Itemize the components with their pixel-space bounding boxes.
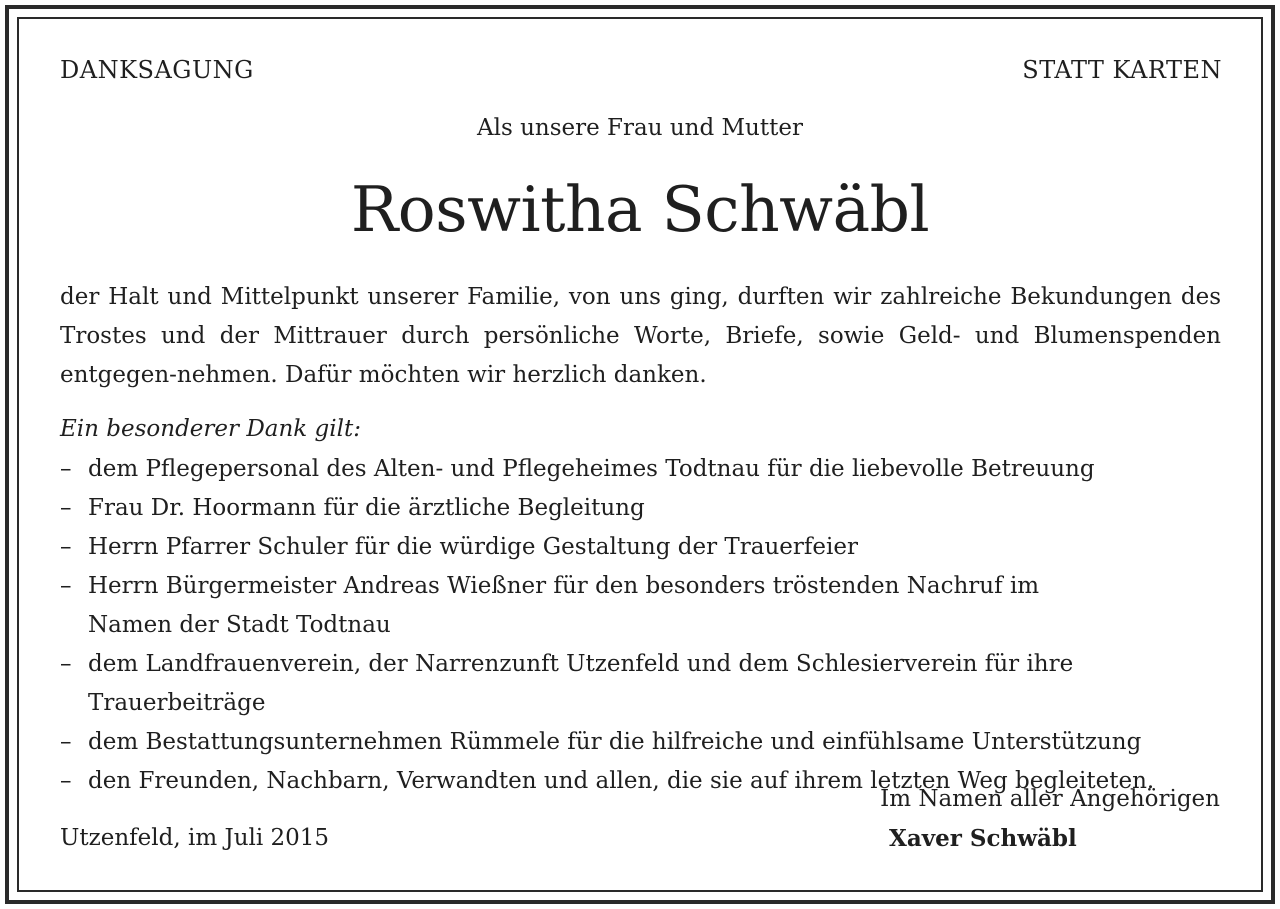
deceased-name: Roswitha Schwäbl bbox=[350, 173, 930, 246]
header-title-left: DANKSAGUNG bbox=[60, 56, 254, 84]
list-item bbox=[60, 567, 1240, 645]
dash-bullet: – bbox=[60, 456, 72, 482]
dash-bullet: – bbox=[60, 729, 72, 755]
intro-line: Als unsere Frau und Mutter bbox=[477, 115, 803, 141]
list-item bbox=[60, 645, 1240, 723]
dash-bullet: – bbox=[60, 495, 72, 521]
thanks-list bbox=[60, 450, 1240, 801]
dash-bullet: – bbox=[60, 651, 72, 677]
dash-bullet: – bbox=[60, 573, 72, 599]
thanks-heading: Ein besonderer Dank gilt: bbox=[60, 416, 361, 442]
list-item-text: Frau Dr. Hoormann für die ärztliche Begleitung bbox=[88, 495, 645, 521]
list-item bbox=[60, 489, 1240, 528]
list-item-text: dem Bestattungsunternehmen Rümmele für die hilfreiche und einfühlsame Unterstützung bbox=[88, 729, 1142, 755]
dash-bullet: – bbox=[60, 768, 72, 794]
signature-line: Im Namen aller Angehörigen bbox=[880, 786, 1220, 812]
list-item-text: Herrn Pfarrer Schuler für die würdige Gestaltung der Trauerfeier bbox=[88, 534, 858, 560]
list-item-text: dem Landfrauenverein, der Narrenzunft Utzenfeld und dem Schlesierverein für ihre Trauerbeiträge bbox=[88, 651, 1074, 716]
list-item-text: dem Pflegepersonal des Alten- und Pflegeheimes Todtnau für die liebevolle Betreuung bbox=[88, 456, 1095, 482]
list-item bbox=[60, 450, 1240, 489]
dash-bullet: – bbox=[60, 534, 72, 560]
signature-name: Xaver Schwäbl bbox=[889, 825, 1077, 852]
list-item-text: den Freunden, Nachbarn, Verwandten und allen, die sie auf ihrem letzten Weg begleiteten. bbox=[88, 768, 1155, 794]
list-item-text: Herrn Bürgermeister Andreas Wießner für den besonders tröstenden Nachruf im Namen der Stadt Todtnau bbox=[88, 573, 1040, 638]
list-item bbox=[60, 723, 1240, 762]
body-paragraph: der Halt und Mittelpunkt unserer Familie, von uns ging, durften wir zahlreiche Bekundungen des Trostes und der Mittrauer durch persönliche Worte, Briefe, sowie Geld- und Blumenspenden entgegen-nehmen. Dafür möchten wir herzlich danken. bbox=[60, 284, 1221, 388]
list-item bbox=[60, 528, 1240, 567]
place-date: Utzenfeld, im Juli 2015 bbox=[60, 825, 330, 851]
header-title-right: STATT KARTEN bbox=[1022, 56, 1222, 84]
